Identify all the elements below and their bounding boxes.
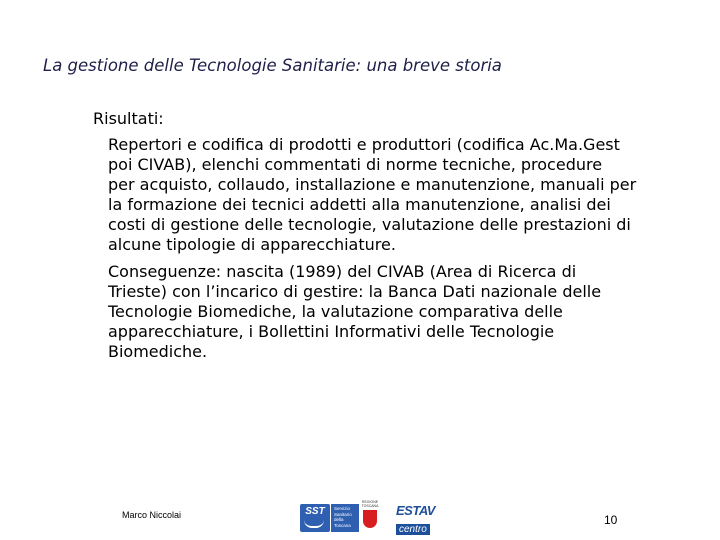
paragraph-line: costi di gestione delle tecnologie, valutazione delle prestazioni di: [108, 215, 631, 234]
page-number: 10: [604, 513, 618, 527]
toscana-line: TOSCANA: [361, 504, 379, 508]
author-name: Marco Niccolai: [122, 510, 182, 520]
ssn-line: Sanitario: [334, 511, 352, 517]
ssn-line: della: [334, 517, 344, 522]
servizio-sanitario-logo: [331, 504, 359, 532]
ssn-line: Toscana: [334, 522, 351, 528]
paragraph-line: alcune tipologie di apparecchiature.: [108, 235, 396, 254]
toscana-line: REGIONE: [361, 500, 379, 504]
ssn-line: Servizio: [334, 506, 351, 511]
paragraph-line: Biomediche.: [108, 342, 208, 361]
consequences-paragraph: [108, 262, 708, 362]
estav-logo: [396, 503, 438, 535]
paragraph-line: Conseguenze: nascita (1989) del CIVAB (Area di Ricerca di: [108, 262, 577, 281]
paragraph-line: poi CIVAB), elenchi commentati di norme tecniche, procedure: [108, 155, 603, 174]
results-paragraph: [108, 135, 708, 255]
paragraph-line: la formazione dei tecnici addetti alla manutenzione, analisi dei: [108, 195, 611, 214]
slide-title: La gestione delle Tecnologie Sanitarie: una breve storia: [43, 56, 502, 75]
results-heading: Risultati:: [93, 109, 164, 128]
paragraph-line: Trieste) con l’incarico di gestire: la Banca Dati nazionale delle: [108, 282, 602, 301]
paragraph-line: Tecnologie Biomediche, la valutazione comparativa delle: [108, 302, 563, 321]
sst-logo: [300, 504, 330, 532]
toscana-shield-icon: [363, 510, 377, 528]
paragraph-line: per acquisto, collaudo, installazione e manutenzione, manuali per: [108, 175, 637, 194]
sst-logo-text: SST: [305, 506, 325, 517]
estav-logo-bottom: centro: [396, 524, 430, 535]
regione-toscana-logo: [360, 500, 380, 536]
estav-logo-top: ESTAV: [396, 503, 435, 518]
paragraph-line: apparecchiature, i Bollettini Informativi delle Tecnologie: [108, 322, 555, 341]
paragraph-line: Repertori e codifica di prodotti e produttori (codifica Ac.Ma.Gest: [108, 135, 620, 154]
